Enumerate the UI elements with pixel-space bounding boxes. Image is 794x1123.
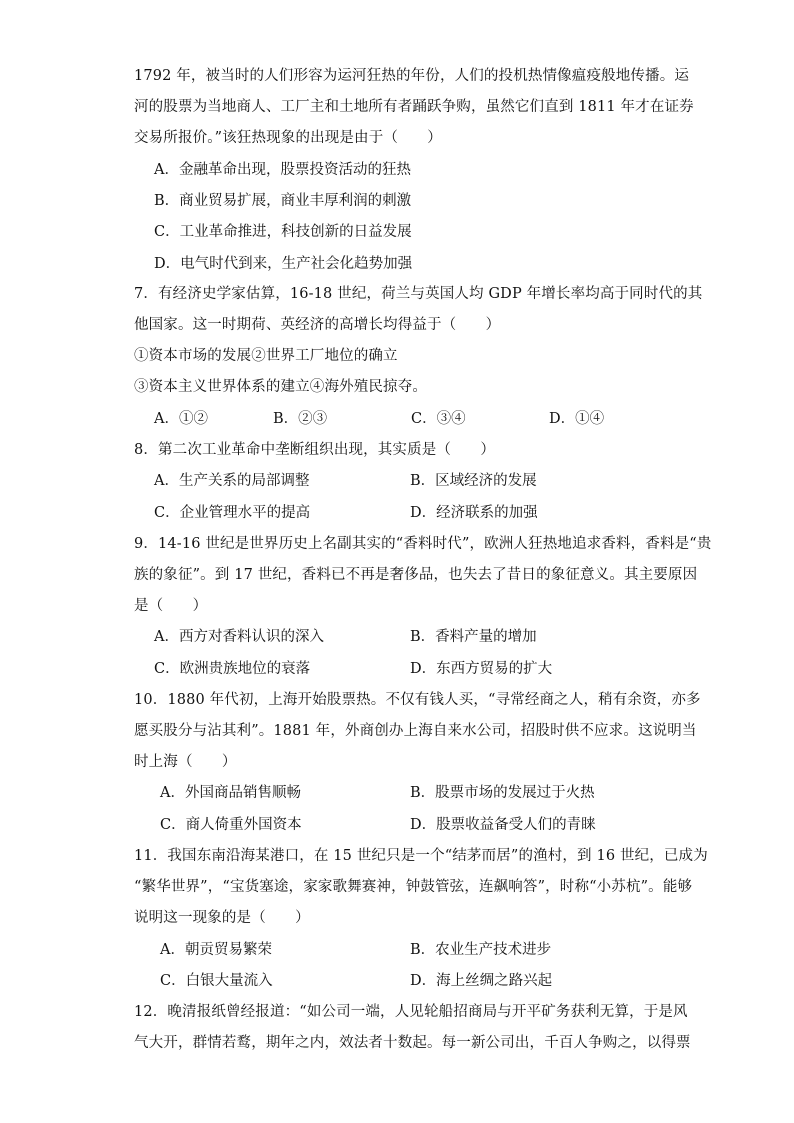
q6-option-c[interactable]: C．工业革命推进，科技创新的日益发展 bbox=[154, 224, 412, 240]
q10-option-b[interactable]: B．股票市场的发展过于火热 bbox=[410, 785, 595, 801]
q6-option-d[interactable]: D．电气时代到来，生产社会化趋势加强 bbox=[154, 256, 413, 272]
q11-stem-line-3: 说明这一现象的是（ ） bbox=[134, 910, 310, 926]
q6-stem-line-1: 1792 年，被当时的人们形容为运河狂热的年份，人们的投机热情像瘟疫般地传播。运 bbox=[134, 68, 690, 84]
q10-stem-line-2: 愿买股分与沾其利”。1881 年，外商创办上海自来水公司，招股时供不应求。这说明当 bbox=[134, 723, 697, 739]
q8-option-a[interactable]: A．生产关系的局部调整 bbox=[154, 473, 310, 489]
q6-stem-line-3: 交易所报价。”该狂热现象的出现是由于（ ） bbox=[134, 130, 442, 146]
q6-option-a[interactable]: A．金融革命出现，股票投资活动的狂热 bbox=[154, 162, 411, 178]
q7-option-a[interactable]: A．①② bbox=[154, 411, 208, 427]
q11-option-c[interactable]: C．白银大量流入 bbox=[160, 973, 273, 989]
q9-stem-line-3: 是（ ） bbox=[134, 598, 208, 614]
q7-statement-line-2: ③资本主义世界体系的建立④海外殖民掠夺。 bbox=[134, 379, 427, 395]
q6-stem-line-2: 河的股票为当地商人、工厂主和土地所有者踊跃争购，虽然它们直到 1811 年才在证券 bbox=[134, 99, 694, 115]
q11-stem-line-1: 11．我国东南沿海某港口，在 15 世纪只是一个“结茅而居”的渔村，到 16 世纪，已成为 bbox=[134, 848, 708, 864]
q7-statement-line-1: ①资本市场的发展②世界工厂地位的确立 bbox=[134, 348, 398, 364]
q7-option-b[interactable]: B．②③ bbox=[273, 411, 328, 427]
q6-option-b[interactable]: B．商业贸易扩展，商业丰厚利润的刺激 bbox=[154, 193, 412, 209]
q10-option-c[interactable]: C．商人倚重外国资本 bbox=[160, 817, 302, 833]
q8-option-b[interactable]: B．区域经济的发展 bbox=[410, 473, 537, 489]
q7-option-d[interactable]: D．①④ bbox=[549, 411, 605, 427]
q10-option-a[interactable]: A．外国商品销售顺畅 bbox=[160, 785, 301, 801]
q7-stem-line-2: 他国家。这一时期荷、英经济的高增长均得益于（ ） bbox=[134, 317, 501, 333]
q7-option-c[interactable]: C．③④ bbox=[411, 411, 466, 427]
q11-option-a[interactable]: A．朝贡贸易繁荣 bbox=[160, 942, 272, 958]
q9-option-b[interactable]: B．香料产量的增加 bbox=[410, 629, 537, 645]
q11-option-d[interactable]: D．海上丝绸之路兴起 bbox=[410, 973, 553, 989]
q8-option-d[interactable]: D．经济联系的加强 bbox=[410, 505, 538, 521]
q7-stem-line-1: 7．有经济史学家估算，16-18 世纪，荷兰与英国人均 GDP 年增长率均高于同时代的其 bbox=[134, 286, 703, 302]
q11-option-b[interactable]: B．农业生产技术进步 bbox=[410, 942, 552, 958]
q9-option-a[interactable]: A．西方对香料认识的深入 bbox=[154, 629, 324, 645]
q11-stem-line-2: “繁华世界”，“宝货塞途，家家歌舞赛神，钟鼓管弦，连飙响答”，时称“小苏杭”。能够 bbox=[134, 879, 693, 895]
q9-stem-line-1: 9．14-16 世纪是世界历史上名副其实的“香料时代”，欧洲人狂热地追求香料，香料是“贵 bbox=[134, 536, 712, 552]
q9-option-c[interactable]: C．欧洲贵族地位的衰落 bbox=[154, 661, 311, 677]
q12-stem-line-2: 气大开，群情若鹜，期年之内，效法者十数起。每一新公司出，千百人争购之，以得票 bbox=[134, 1035, 691, 1051]
q10-option-d[interactable]: D．股票收益备受人们的青睐 bbox=[410, 817, 596, 833]
q9-option-d[interactable]: D．东西方贸易的扩大 bbox=[410, 661, 553, 677]
q8-stem-line-1: 8．第二次工业革命中垄断组织出现，其实质是（ ） bbox=[134, 442, 495, 458]
q12-stem-line-1: 12．晚清报纸曾经报道：“如公司一端，人见轮船招商局与开平矿务获利无算，于是风 bbox=[134, 1004, 688, 1020]
q10-stem-line-1: 10．1880 年代初，上海开始股票热。不仅有钱人买，“寻常经商之人，稍有余资，亦多 bbox=[134, 692, 701, 708]
q10-stem-line-3: 时上海（ ） bbox=[134, 754, 237, 770]
q9-stem-line-2: 族的象征”。到 17 世纪，香料已不再是奢侈品，也失去了昔日的象征意义。其主要原因 bbox=[134, 567, 698, 583]
q8-option-c[interactable]: C．企业管理水平的提高 bbox=[154, 505, 311, 521]
